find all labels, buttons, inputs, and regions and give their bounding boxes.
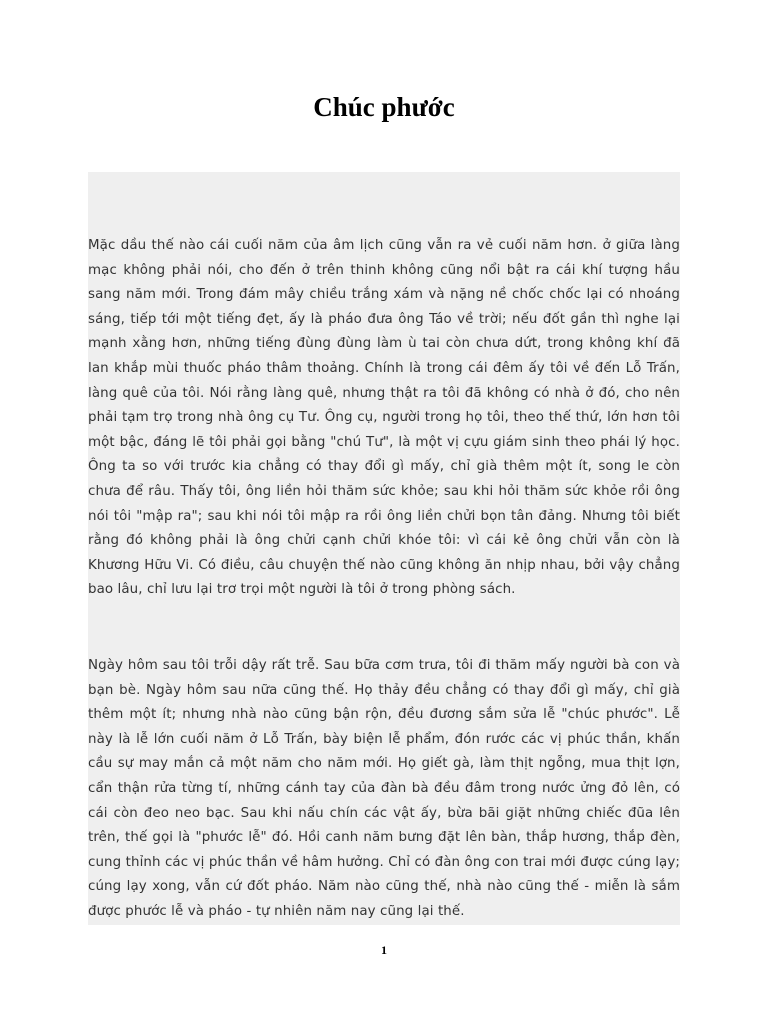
paragraph-2: Ngày hôm sau tôi trỗi dậy rất trễ. Sau bữa cơm trưa, tôi đi thăm mấy người bà con và bạn bè. Ngày hôm sau nữa cũng thế. Họ thảy đều chẳng có thay đổi gì mấy, chỉ già thêm một ít; nhưng nhà nào cũng bận rộn, đều đương sắm sửa lễ "chúc phước". Lễ này là lễ lớn cuối năm ở Lỗ Trấn, bày biện lễ phẩm, đón rước các vị phúc thần, khấn cầu sự may mắn cả một năm cho năm mới. Họ giết gà, làm thịt ngỗng, mua thịt lợn, cẩn thận rửa từng tí, những cánh tay của đàn bà đều đâm trong nước ửng đỏ lên, có cái còn đeo neo bạc. Sau khi nấu chín các vật ấy, bừa bãi giặt những chiếc đũa lên trên, thế gọi là "phước lễ" đó. Hồi canh năm bưng đặt lên bàn, thắp hương, thắp đèn, cung thỉnh các vị phúc thần về hâm hưởng. Chỉ có đàn ông con trai mới được cúng lạy; cúng lạy xong, vẫn cứ đốt pháo. Năm nào cũng thế, nhà nào cũng thế - miễn là sắm được phước lễ và pháo - tự nhiên năm nay cũng lại thế. [88, 658, 680, 919]
paragraph-1: Mặc dầu thế nào cái cuối năm của âm lịch cũng vẫn ra vẻ cuối năm hơn. ở giữa làng mạc không phải nói, cho đến ở trên thinh không cũng nổi bật ra cái khí tượng hầu sang năm mới. Trong đám mây chiều trắng xám và nặng nề chốc chốc lại có nhoáng sáng, tiếp tới một tiếng đẹt, ấy là pháo đưa ông Táo về trời; nếu đốt gần thì nghe lại mạnh xằng hơn, những tiếng đùng đùng làm ù tai còn chưa dứt, trong không khí đã lan khắp mùi thuốc pháo thâm thoảng. Chính là trong cái đêm ấy tôi về đến Lỗ Trấn, làng quê của tôi. Nói rằng làng quê, nhưng thật ra tôi đã không có nhà ở đó, cho nên phải tạm trọ trong nhà ông cụ Tư. Ông cụ, người trong họ tôi, theo thế thứ, lớn hơn tôi một bậc, đáng lẽ tôi phải gọi bằng "chú Tư", là một vị cựu giám sinh theo phái lý học. Ông ta so với trước kia chẳng có thay đổi gì mấy, chỉ già thêm một ít, song le còn chưa để râu. Thấy tôi, ông liền hỏi thăm sức khỏe; sau khi hỏi thăm sức khỏe rồi ông nói tôi "mập ra"; sau khi nói tôi mập ra rồi ông liền chửi bọn tân đảng. Nhưng tôi biết rằng đó không phải là ông chửi cạnh chửi khóe tôi: vì cái kẻ ông chửi vẫn còn là Khương Hữu Vi. Có điều, câu chuyện thế nào cũng không ăn nhịp nhau, bởi vậy chẳng bao lâu, chỉ lưu lại trơ trọi một người là tôi ở trong phòng sách. [88, 238, 680, 598]
text-block [88, 172, 680, 925]
page-title: Chúc phước [313, 92, 455, 122]
page-number: 1 [381, 943, 387, 957]
